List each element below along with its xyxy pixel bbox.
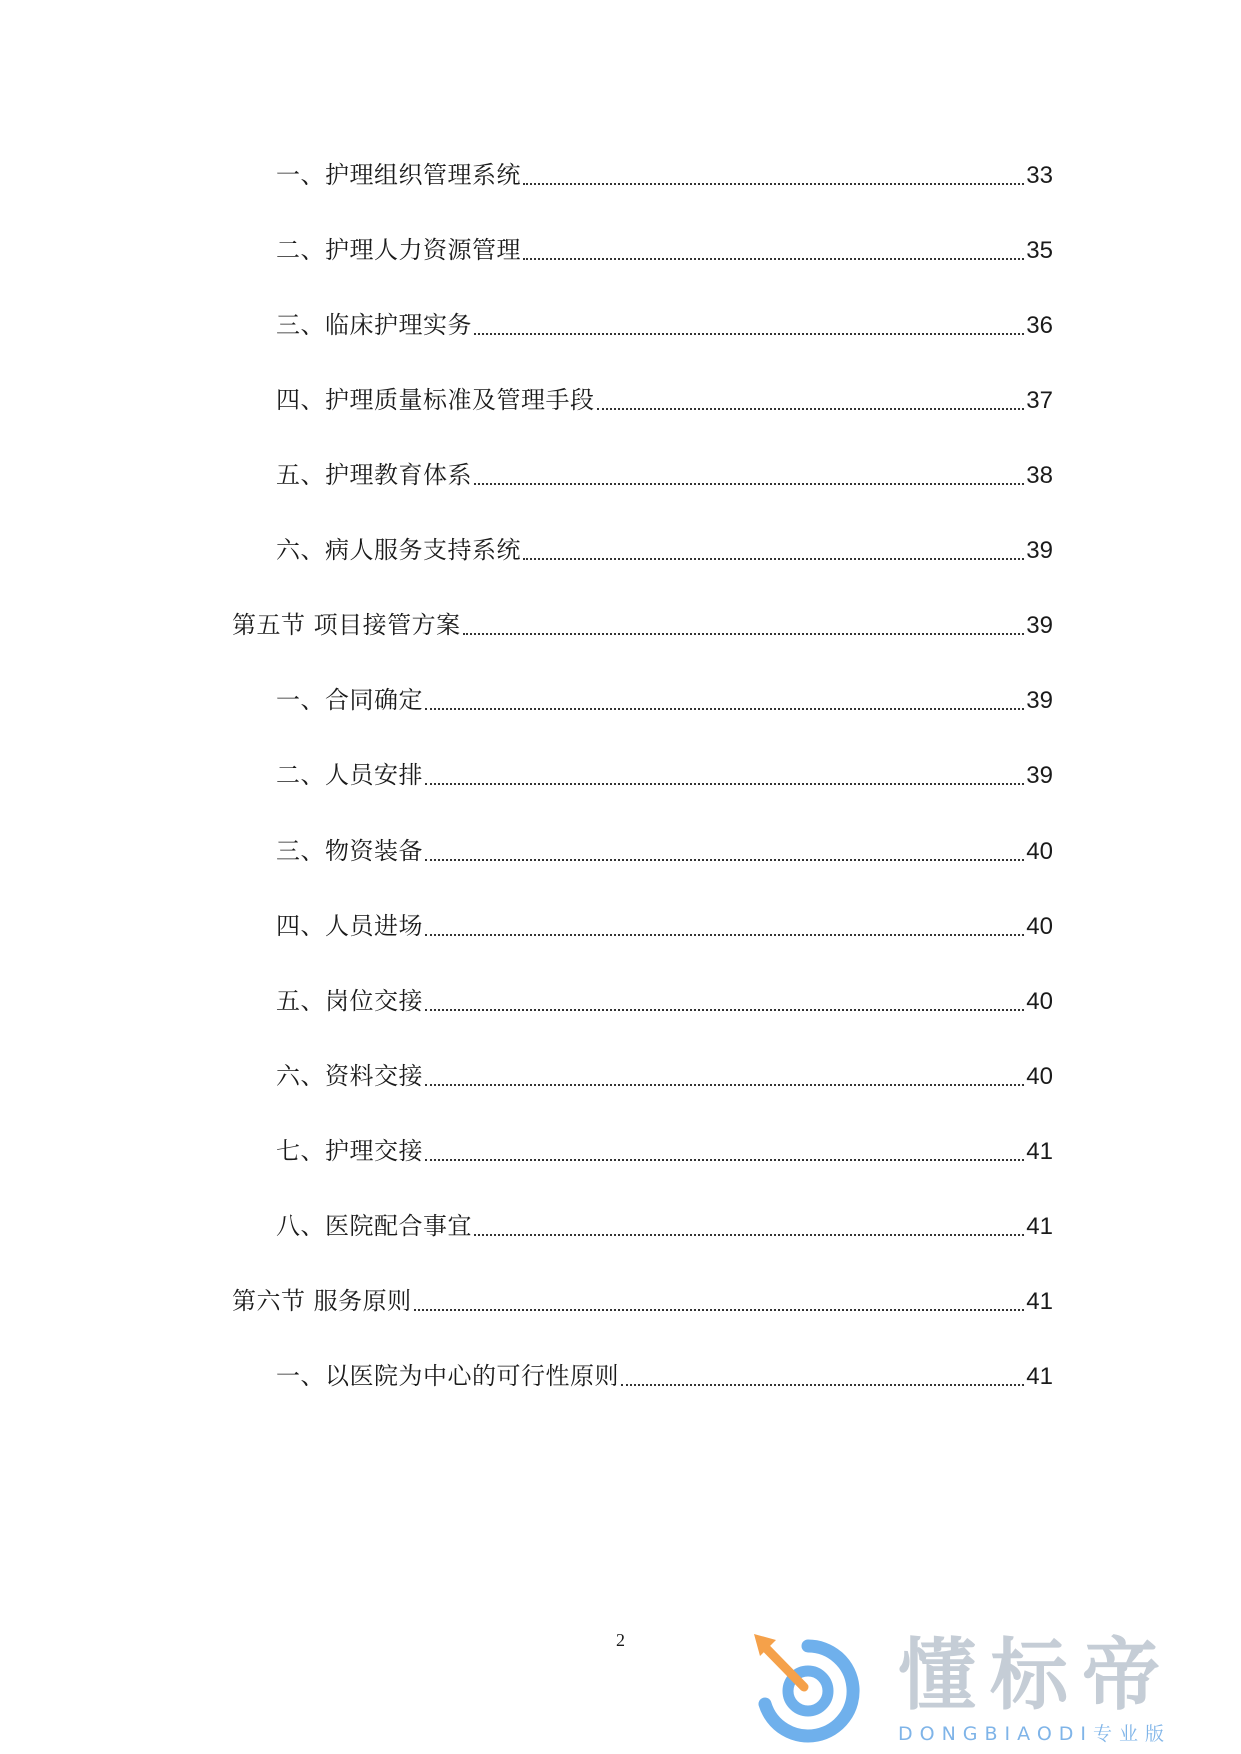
toc-entry-title: 一、以医院为中心的可行性原则 <box>276 1362 619 1390</box>
toc-entry[interactable] <box>276 755 1053 795</box>
toc-entry[interactable] <box>276 981 1053 1021</box>
toc-entry-page: 35 <box>1026 237 1053 264</box>
toc-entry-page: 39 <box>1026 537 1053 564</box>
toc-dot-leader <box>463 633 1025 635</box>
toc-entry-page: 41 <box>1026 1288 1053 1315</box>
toc-dot-leader <box>425 783 1024 785</box>
toc-entry-title: 二、护理人力资源管理 <box>276 236 521 264</box>
toc-dot-leader <box>425 1084 1024 1086</box>
toc-entry-page: 39 <box>1026 612 1053 639</box>
toc-dot-leader <box>474 333 1024 335</box>
toc-entry-page: 39 <box>1026 762 1053 789</box>
toc-entry[interactable] <box>276 230 1053 270</box>
toc-entry-page: 41 <box>1026 1213 1053 1240</box>
toc-dot-leader <box>425 708 1024 710</box>
toc-entry-page: 40 <box>1026 988 1053 1015</box>
toc-entry[interactable] <box>276 455 1053 495</box>
toc-dot-leader <box>425 1009 1024 1011</box>
toc-entry-title: 五、护理教育体系 <box>276 461 472 489</box>
toc-entry[interactable] <box>276 1206 1053 1246</box>
toc-entry-title: 三、物资装备 <box>276 837 423 865</box>
toc-dot-leader <box>425 859 1024 861</box>
toc-entry-page: 39 <box>1026 687 1053 714</box>
toc-entry-page: 33 <box>1026 162 1053 189</box>
toc-entry[interactable] <box>276 906 1053 946</box>
toc-entry-title: 第六节 服务原则 <box>232 1287 412 1315</box>
toc-section-entry[interactable] <box>232 1281 1053 1321</box>
toc-entry-page: 40 <box>1026 838 1053 865</box>
toc-entry-page: 36 <box>1026 312 1053 339</box>
toc-dot-leader <box>523 558 1024 560</box>
toc-entry-page: 37 <box>1026 387 1053 414</box>
toc-entry-title: 六、资料交接 <box>276 1062 423 1090</box>
toc-entry-title: 四、人员进场 <box>276 912 423 940</box>
toc-entry[interactable] <box>276 530 1053 570</box>
toc-entry-title: 一、合同确定 <box>276 686 423 714</box>
watermark <box>748 1632 1230 1750</box>
toc-entry-title: 三、临床护理实务 <box>276 311 472 339</box>
target-arrow-icon <box>748 1632 868 1750</box>
page-number: 2 <box>616 1630 625 1650</box>
toc-entry-title: 四、护理质量标准及管理手段 <box>276 386 595 414</box>
toc-dot-leader <box>621 1384 1024 1386</box>
toc-section-entry[interactable] <box>232 605 1053 645</box>
toc-entry-title: 八、医院配合事宜 <box>276 1212 472 1240</box>
toc-entry-title: 第五节 项目接管方案 <box>232 611 461 639</box>
toc-entry[interactable] <box>276 680 1053 720</box>
toc-dot-leader <box>474 483 1024 485</box>
toc-dot-leader <box>523 183 1024 185</box>
toc-entry-page: 41 <box>1026 1138 1053 1165</box>
toc-entry-title: 二、人员安排 <box>276 761 423 789</box>
toc-entry-title: 一、护理组织管理系统 <box>276 161 521 189</box>
toc-entry-title: 五、岗位交接 <box>276 987 423 1015</box>
toc-entry-title: 六、病人服务支持系统 <box>276 536 521 564</box>
toc-entry[interactable] <box>276 155 1053 195</box>
toc-entry-page: 40 <box>1026 1063 1053 1090</box>
toc-dot-leader <box>425 934 1024 936</box>
toc-dot-leader <box>597 408 1025 410</box>
toc-dot-leader <box>523 258 1024 260</box>
toc-dot-leader <box>414 1309 1025 1311</box>
watermark-subtitle: DONGBIAODI专业版 <box>898 1723 1172 1745</box>
toc-entry[interactable] <box>276 305 1053 345</box>
toc-entry[interactable] <box>276 1356 1053 1396</box>
toc-entry[interactable] <box>276 1131 1053 1171</box>
toc-entry-page: 41 <box>1026 1363 1053 1390</box>
toc-entry[interactable] <box>276 380 1053 420</box>
watermark-brand-name: 懂标帝 <box>898 1631 1175 1721</box>
toc-entry-page: 40 <box>1026 913 1053 940</box>
toc-entry[interactable] <box>276 831 1053 871</box>
toc-entry[interactable] <box>276 1056 1053 1096</box>
toc-dot-leader <box>425 1159 1024 1161</box>
toc-entry-page: 38 <box>1026 462 1053 489</box>
toc-entry-title: 七、护理交接 <box>276 1137 423 1165</box>
toc-dot-leader <box>474 1234 1024 1236</box>
